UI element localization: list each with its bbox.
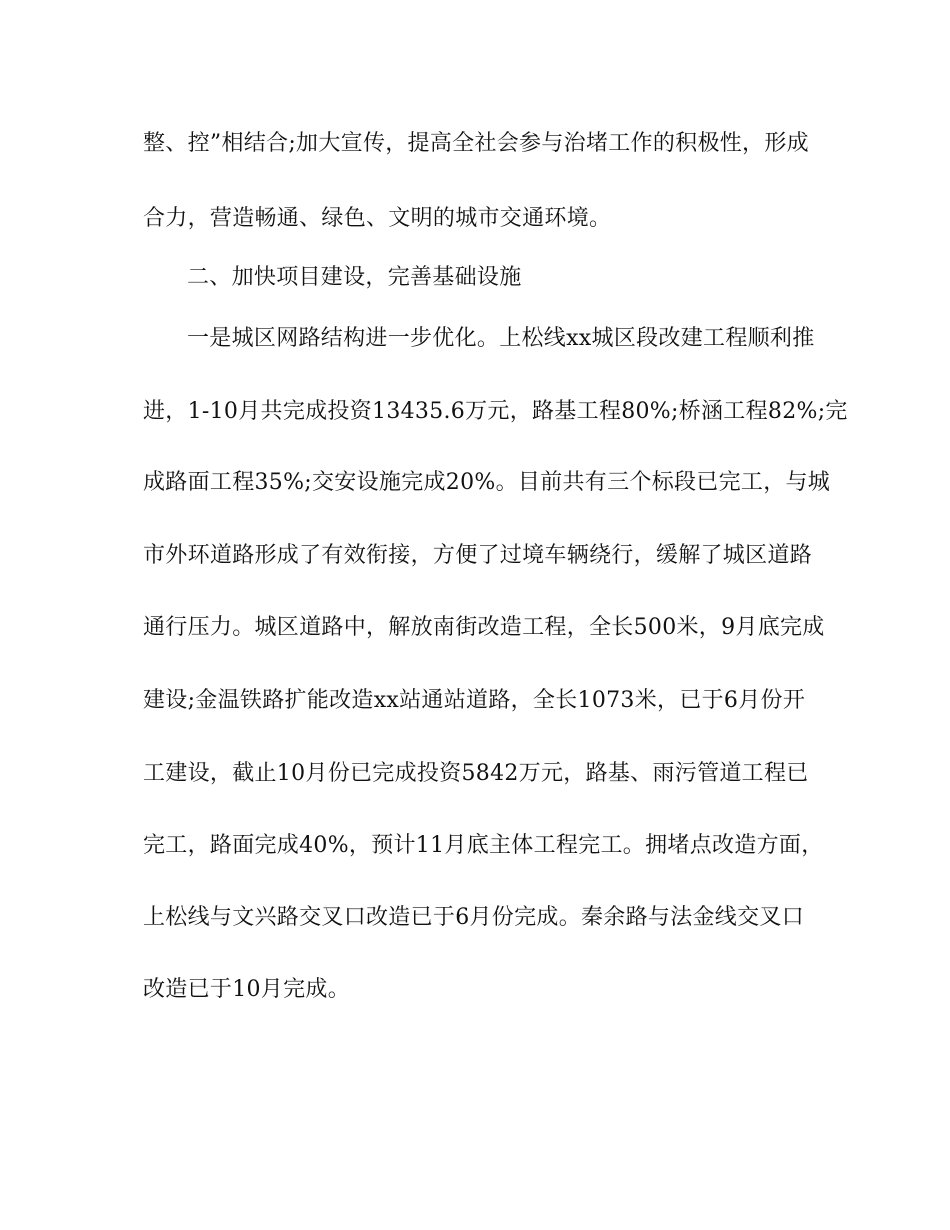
paragraph-line: 改造已于10月完成。 [143,977,350,1002]
paragraph-line: 市外环道路形成了有效衔接，方便了过境车辆绕行，缓解了城区道路 [143,543,813,568]
paragraph-line: 工建设，截止10月份已完成投资5842万元，路基、雨污管道工程已 [143,761,809,786]
section-heading: 二、加快项目建设，完善基础设施 [187,265,522,290]
paragraph-line: 成路面工程35%;交安设施完成20%。目前共有三个标段已完工，与城 [143,470,831,495]
paragraph-line: 上松线与文兴路交叉口改造已于6月份完成。秦余路与法金线交叉口 [143,905,804,930]
paragraph-line: 建设;金温铁路扩能改造xx站通站道路，全长1073米，已于6月份开 [143,688,806,713]
paragraph-line: 整、控”相结合;加大宣传，提高全社会参与治堵工作的积极性，形成 [143,131,809,156]
paragraph-line: 进，1-10月共完成投资13435.6万元，路基工程80%;桥涵工程82%;完 [143,399,848,424]
paragraph-line: 一是城区网路结构进一步优化。上松线xx城区段改建工程顺利推 [187,326,815,351]
paragraph-line: 完工，路面完成40%，预计11月底主体工程完工。拥堵点改造方面， [143,833,824,858]
paragraph-line: 通行压力。城区道路中，解放南街改造工程，全长500米，9月底完成 [143,615,825,640]
paragraph-line: 合力，营造畅通、绿色、文明的城市交通环境。 [143,206,612,231]
